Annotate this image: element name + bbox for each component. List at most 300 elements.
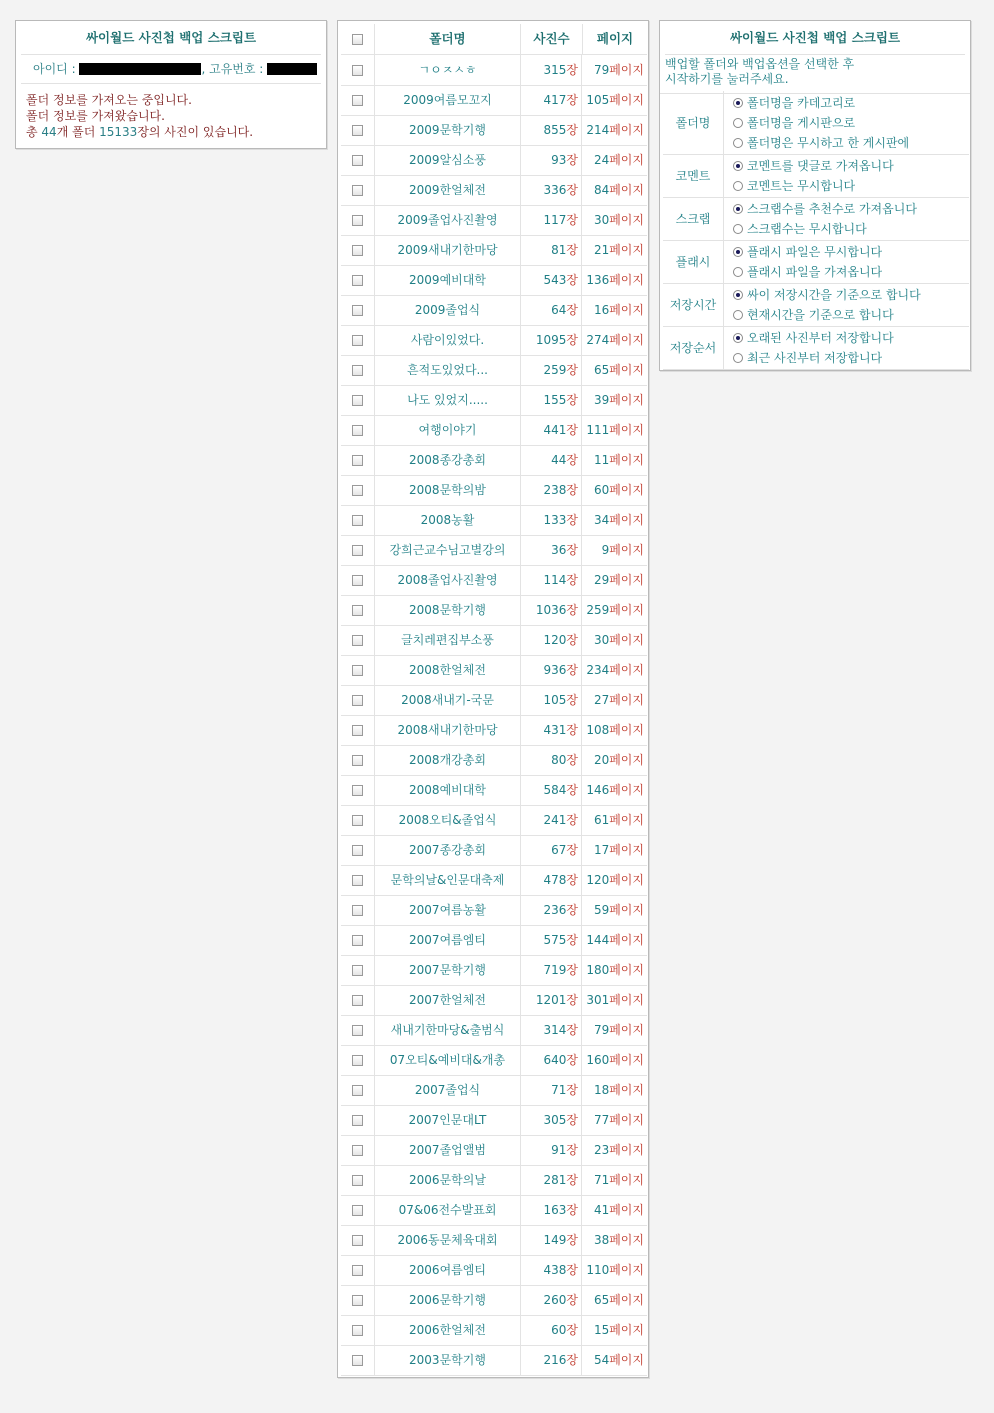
folder-name: 2008새내기한마당 [375, 715, 521, 745]
row-checkbox[interactable] [352, 725, 363, 736]
radio-button[interactable] [733, 204, 743, 214]
radio-button[interactable] [733, 333, 743, 343]
photo-count-cell [521, 745, 582, 775]
row-checkbox[interactable] [352, 365, 363, 376]
row-checkbox[interactable] [352, 1055, 363, 1066]
option-group-label: 플래시 [663, 240, 724, 283]
count-unit: 장 [566, 963, 578, 977]
count-unit: 장 [566, 873, 578, 887]
pages-cell [583, 1195, 647, 1225]
count-unit: 장 [566, 213, 578, 227]
pages-cell [583, 1315, 647, 1345]
table-row [341, 475, 647, 506]
photo-count-cell [521, 295, 582, 325]
folder-name: 2009졸업사진촬영 [375, 205, 521, 235]
folder-name: 2007여름엠티 [375, 925, 521, 955]
pages-cell [583, 955, 647, 985]
pages-cell [583, 865, 647, 895]
pages-cell [583, 235, 647, 265]
pages-value: 77 [593, 1113, 610, 1127]
radio-option[interactable] [733, 219, 917, 239]
photo-count-cell [521, 595, 582, 625]
option-list [733, 156, 894, 196]
row-checkbox[interactable] [352, 1175, 363, 1186]
row-checkbox[interactable] [352, 785, 363, 796]
table-row [341, 55, 647, 86]
row-checkbox[interactable] [352, 815, 363, 826]
radio-option[interactable] [733, 285, 921, 305]
count-unit: 장 [566, 1173, 578, 1187]
page-unit: 페이지 [609, 693, 644, 707]
page-unit: 페이지 [609, 813, 644, 827]
photo-count-value: 93 [551, 153, 567, 167]
row-checkbox[interactable] [352, 1325, 363, 1336]
table-row [341, 535, 647, 566]
pages-cell [583, 655, 647, 685]
page-unit: 페이지 [609, 1323, 644, 1337]
page-unit: 페이지 [609, 873, 644, 887]
page-unit: 페이지 [609, 1173, 644, 1187]
folder-name: 2006문학기행 [375, 1285, 521, 1315]
table-row [341, 595, 647, 626]
photo-count-value: 155 [543, 393, 567, 407]
radio-option[interactable] [733, 242, 882, 262]
row-checkbox[interactable] [352, 275, 363, 286]
table-row [341, 1165, 647, 1196]
count-unit: 장 [566, 183, 578, 197]
page-unit: 페이지 [609, 243, 644, 257]
photo-count-value: 114 [543, 573, 567, 587]
table-row [341, 865, 647, 896]
table-row [341, 145, 647, 176]
option-list [733, 328, 894, 368]
row-checkbox[interactable] [352, 575, 363, 586]
pages-value: 11 [593, 453, 610, 467]
folder-name: 2006문학의날 [375, 1165, 521, 1195]
pages-value: 110 [586, 1263, 610, 1277]
photo-count-value: 238 [543, 483, 567, 497]
pages-value: 65 [593, 363, 610, 377]
status-message: 폴더 정보를 가져오는 중입니다. [26, 93, 192, 107]
row-select-cell [341, 295, 375, 325]
folder-name: 2009알심소풍 [375, 145, 521, 175]
pages-cell [583, 295, 647, 325]
row-select-cell [341, 1105, 375, 1135]
table-row [341, 445, 647, 476]
table-row [341, 1345, 647, 1376]
row-select-cell [341, 235, 375, 265]
photo-count-value: 163 [543, 1203, 567, 1217]
photo-count-cell [521, 1165, 582, 1195]
table-row [341, 85, 647, 116]
photo-count-cell [521, 625, 582, 655]
photo-count-cell [521, 1045, 582, 1075]
folder-name: 흔적도있었다... [375, 355, 521, 385]
pages-value: 59 [593, 903, 610, 917]
table-row [341, 925, 647, 956]
pages-cell [583, 565, 647, 595]
page-unit: 페이지 [609, 273, 644, 287]
row-select-cell [341, 925, 375, 955]
row-checkbox[interactable] [352, 395, 363, 406]
pages-cell [583, 715, 647, 745]
page-unit: 페이지 [609, 1023, 644, 1037]
radio-option-label: 플래시 파일은 무시합니다 [747, 245, 883, 259]
pages-value: 214 [586, 123, 610, 137]
pages-cell [583, 115, 647, 145]
count-unit: 장 [566, 693, 578, 707]
id-label: 아이디 : [33, 62, 76, 76]
folder-name: 2007인문대LT [375, 1105, 521, 1135]
folder-name: 2008문학기행 [375, 595, 521, 625]
row-checkbox[interactable] [352, 935, 363, 946]
photo-count-cell [521, 145, 582, 175]
radio-button[interactable] [733, 138, 743, 148]
pages-cell [583, 325, 647, 355]
folder-name: 2009한얼체전 [375, 175, 521, 205]
page-unit: 페이지 [609, 843, 644, 857]
pages-cell [583, 1225, 647, 1255]
pages-cell [583, 55, 647, 85]
radio-option[interactable] [733, 305, 921, 325]
pages-value: 144 [586, 933, 610, 947]
count-unit: 장 [566, 603, 578, 617]
row-checkbox[interactable] [352, 1025, 363, 1036]
count-unit: 장 [566, 1203, 578, 1217]
status-summary: 총 44개 폴더 15133장의 사진이 있습니다. [26, 125, 254, 139]
pages-cell [583, 145, 647, 175]
folder-name: 07오티&예비대&개총 [375, 1045, 521, 1075]
count-unit: 장 [566, 1323, 578, 1337]
row-checkbox[interactable] [352, 65, 363, 76]
option-group-label: 저장순서 [663, 326, 724, 369]
photo-count-value: 36 [551, 543, 567, 557]
page-unit: 페이지 [609, 303, 644, 317]
page-unit: 페이지 [609, 453, 644, 467]
row-checkbox[interactable] [352, 425, 363, 436]
row-checkbox[interactable] [352, 515, 363, 526]
pages-cell [583, 595, 647, 625]
row-select-cell [341, 595, 375, 625]
row-select-cell [341, 175, 375, 205]
table-row [341, 985, 647, 1016]
photo-count-cell [521, 715, 582, 745]
count-unit: 장 [566, 513, 578, 527]
radio-button[interactable] [733, 310, 743, 320]
row-select-cell [341, 535, 375, 565]
photo-count-value: 305 [543, 1113, 567, 1127]
table-row [341, 355, 647, 386]
photo-count-value: 60 [551, 1323, 567, 1337]
page-unit: 페이지 [609, 63, 644, 77]
radio-option-label: 플래시 파일을 가져옵니다 [747, 265, 883, 279]
options-panel [659, 20, 971, 371]
row-checkbox[interactable] [352, 215, 363, 226]
count-unit: 장 [566, 333, 578, 347]
photo-count-value: 640 [543, 1053, 567, 1067]
count-unit: 장 [566, 153, 578, 167]
pages-value: 259 [586, 603, 610, 617]
row-select-cell [341, 1015, 375, 1045]
folder-name: 2007졸업앨범 [375, 1135, 521, 1165]
folder-name: 2008농활 [375, 505, 521, 535]
photo-count-cell [521, 805, 582, 835]
row-checkbox[interactable] [352, 695, 363, 706]
page-unit: 페이지 [609, 723, 644, 737]
pages-cell [583, 1105, 647, 1135]
count-unit: 장 [566, 843, 578, 857]
radio-option-label: 현재시간을 기준으로 합니다 [747, 308, 894, 322]
radio-button[interactable] [733, 353, 743, 363]
row-checkbox[interactable] [352, 1355, 363, 1366]
row-checkbox[interactable] [352, 635, 363, 646]
page-unit: 페이지 [609, 483, 644, 497]
folder-name: 07&06전수발표회 [375, 1195, 521, 1225]
radio-option[interactable] [733, 113, 909, 133]
folder-name: 사람이있었다. [375, 325, 521, 355]
table-row [341, 1315, 647, 1346]
pages-value: 30 [593, 213, 610, 227]
count-unit: 장 [566, 1053, 578, 1067]
radio-option[interactable] [733, 156, 894, 176]
pages-value: 108 [586, 723, 610, 737]
count-unit: 장 [566, 1023, 578, 1037]
pages-cell [583, 1255, 647, 1285]
photo-count-value: 855 [543, 123, 567, 137]
radio-option[interactable] [733, 176, 894, 196]
count-unit: 장 [566, 783, 578, 797]
page-unit: 페이지 [609, 513, 644, 527]
row-checkbox[interactable] [352, 965, 363, 976]
row-checkbox[interactable] [352, 1235, 363, 1246]
table-row [341, 1135, 647, 1166]
option-group-label: 폴더명 [663, 91, 724, 154]
page-unit: 페이지 [609, 963, 644, 977]
pages-value: 9 [601, 543, 610, 557]
folder-name: 2003문학기행 [375, 1345, 521, 1375]
row-checkbox[interactable] [352, 335, 363, 346]
row-checkbox[interactable] [352, 995, 363, 1006]
row-checkbox[interactable] [352, 245, 363, 256]
row-select-cell [341, 895, 375, 925]
pages-value: 65 [593, 1293, 610, 1307]
row-select-cell [341, 415, 375, 445]
table-row [341, 655, 647, 686]
pages-value: 29 [593, 573, 610, 587]
table-row [341, 295, 647, 326]
row-checkbox[interactable] [352, 845, 363, 856]
row-checkbox[interactable] [352, 1115, 363, 1126]
folder-name: 2008한얼체전 [375, 655, 521, 685]
count-unit: 장 [566, 1083, 578, 1097]
page-unit: 페이지 [609, 1233, 644, 1247]
radio-option[interactable] [733, 262, 882, 282]
row-select-cell [341, 625, 375, 655]
table-row [341, 505, 647, 536]
photo-count-value: 81 [551, 243, 567, 257]
folder-table [337, 20, 649, 1378]
radio-button[interactable] [733, 181, 743, 191]
table-row [341, 1225, 647, 1256]
row-checkbox[interactable] [352, 485, 363, 496]
page-unit: 페이지 [609, 543, 644, 557]
row-checkbox[interactable] [352, 665, 363, 676]
row-checkbox[interactable] [352, 1205, 363, 1216]
photo-count-cell [521, 505, 582, 535]
pages-value: 61 [593, 813, 610, 827]
option-list [733, 199, 917, 239]
pages-value: 38 [593, 1233, 610, 1247]
photo-count-value: 64 [551, 303, 567, 317]
count-unit: 장 [566, 363, 578, 377]
row-select-cell [341, 325, 375, 355]
photo-count-value: 117 [543, 213, 567, 227]
select-all-checkbox[interactable] [352, 34, 363, 45]
folder-name: 강희근교수님고별강의 [375, 535, 521, 565]
row-select-cell [341, 1045, 375, 1075]
folder-name: 2009새내기한마당 [375, 235, 521, 265]
pages-value: 234 [586, 663, 610, 677]
page-unit: 페이지 [609, 1263, 644, 1277]
table-row [341, 415, 647, 446]
photo-count-cell [521, 265, 582, 295]
pages-value: 71 [593, 1173, 610, 1187]
pages-cell [583, 625, 647, 655]
photo-count-cell [521, 235, 582, 265]
count-unit: 장 [566, 663, 578, 677]
folder-name: 2008개강총회 [375, 745, 521, 775]
options-instructions: 백업할 폴더와 백업옵션을 선택한 후 시작하기를 눌러주세요. [660, 55, 970, 94]
photo-count-cell [521, 985, 582, 1015]
table-row [341, 1255, 647, 1286]
photo-count-cell [521, 85, 582, 115]
count-unit: 장 [566, 63, 578, 77]
count-unit: 장 [566, 933, 578, 947]
folder-name: ㄱㅇㅈㅅㅎ [375, 55, 521, 85]
photo-count-value: 314 [543, 1023, 567, 1037]
photo-count-cell [521, 775, 582, 805]
row-checkbox[interactable] [352, 1085, 363, 1096]
page-unit: 페이지 [609, 1293, 644, 1307]
row-select-cell [341, 1285, 375, 1315]
radio-option[interactable] [733, 93, 909, 113]
row-select-cell [341, 505, 375, 535]
pages-cell [583, 205, 647, 235]
table-row [341, 265, 647, 296]
pages-cell [583, 85, 647, 115]
folder-name: 2006여름엠티 [375, 1255, 521, 1285]
row-checkbox[interactable] [352, 605, 363, 616]
header-photo-count: 사진수 [521, 24, 583, 54]
row-checkbox[interactable] [352, 1145, 363, 1156]
folder-name: 문학의날&인문대축제 [375, 865, 521, 895]
photo-count-cell [521, 955, 582, 985]
pages-value: 20 [593, 753, 610, 767]
photo-count-value: 543 [543, 273, 567, 287]
radio-option-label: 코멘트를 댓글로 가져옵니다 [747, 159, 894, 173]
row-checkbox[interactable] [352, 125, 363, 136]
radio-button[interactable] [733, 267, 743, 277]
radio-button[interactable] [733, 224, 743, 234]
photo-count-value: 441 [543, 423, 567, 437]
pages-value: 301 [586, 993, 610, 1007]
radio-option[interactable] [733, 348, 894, 368]
row-select-cell [341, 955, 375, 985]
page-unit: 페이지 [609, 1143, 644, 1157]
row-checkbox[interactable] [352, 155, 363, 166]
row-checkbox[interactable] [352, 455, 363, 466]
row-checkbox[interactable] [352, 95, 363, 106]
radio-option[interactable] [733, 328, 894, 348]
row-checkbox[interactable] [352, 185, 363, 196]
row-checkbox[interactable] [352, 755, 363, 766]
radio-option-label: 폴더명을 게시판으로 [747, 116, 856, 130]
option-list [733, 242, 882, 282]
row-checkbox[interactable] [352, 545, 363, 556]
radio-option-label: 최근 사진부터 저장합니다 [747, 351, 883, 365]
pages-value: 84 [593, 183, 610, 197]
radio-option-label: 싸이 저장시간을 기준으로 합니다 [747, 288, 921, 302]
row-checkbox[interactable] [352, 1265, 363, 1276]
page-unit: 페이지 [609, 783, 644, 797]
option-group-label: 코멘트 [663, 154, 724, 197]
folder-name: 2008예비대학 [375, 775, 521, 805]
folder-name: 나도 있었지..... [375, 385, 521, 415]
radio-option[interactable] [733, 133, 909, 153]
photo-count-value: 105 [543, 693, 567, 707]
count-unit: 장 [566, 753, 578, 767]
radio-button[interactable] [733, 118, 743, 128]
page-unit: 페이지 [609, 333, 644, 347]
count-unit: 장 [566, 123, 578, 137]
photo-count-value: 259 [543, 363, 567, 377]
photo-count-value: 431 [543, 723, 567, 737]
page-unit: 페이지 [609, 993, 644, 1007]
row-checkbox[interactable] [352, 875, 363, 886]
radio-button[interactable] [733, 290, 743, 300]
row-checkbox[interactable] [352, 305, 363, 316]
pages-cell [583, 175, 647, 205]
table-row [341, 805, 647, 836]
table-row [341, 1015, 647, 1046]
radio-button[interactable] [733, 98, 743, 108]
row-checkbox[interactable] [352, 1295, 363, 1306]
table-row [341, 325, 647, 356]
folder-name: 2007졸업식 [375, 1075, 521, 1105]
count-unit: 장 [566, 723, 578, 737]
status-panel [15, 20, 327, 149]
radio-option-label: 폴더명은 무시하고 한 게시판에 [747, 136, 910, 150]
row-select-cell [341, 985, 375, 1015]
photo-count-cell [521, 1105, 582, 1135]
radio-button[interactable] [733, 247, 743, 257]
photo-count-value: 1095 [535, 333, 567, 347]
photo-count-cell [521, 535, 582, 565]
page-unit: 페이지 [609, 573, 644, 587]
pages-cell [583, 1075, 647, 1105]
folder-count: 44 [41, 125, 57, 139]
radio-option-label: 오래된 사진부터 저장합니다 [747, 331, 894, 345]
redacted-id [79, 63, 201, 75]
photo-count-value: 936 [543, 663, 567, 677]
page-unit: 페이지 [609, 123, 644, 137]
photo-count-cell [521, 1075, 582, 1105]
row-checkbox[interactable] [352, 905, 363, 916]
radio-option[interactable] [733, 199, 917, 219]
pages-value: 180 [586, 963, 610, 977]
option-group-label: 저장시간 [663, 283, 724, 326]
radio-button[interactable] [733, 161, 743, 171]
